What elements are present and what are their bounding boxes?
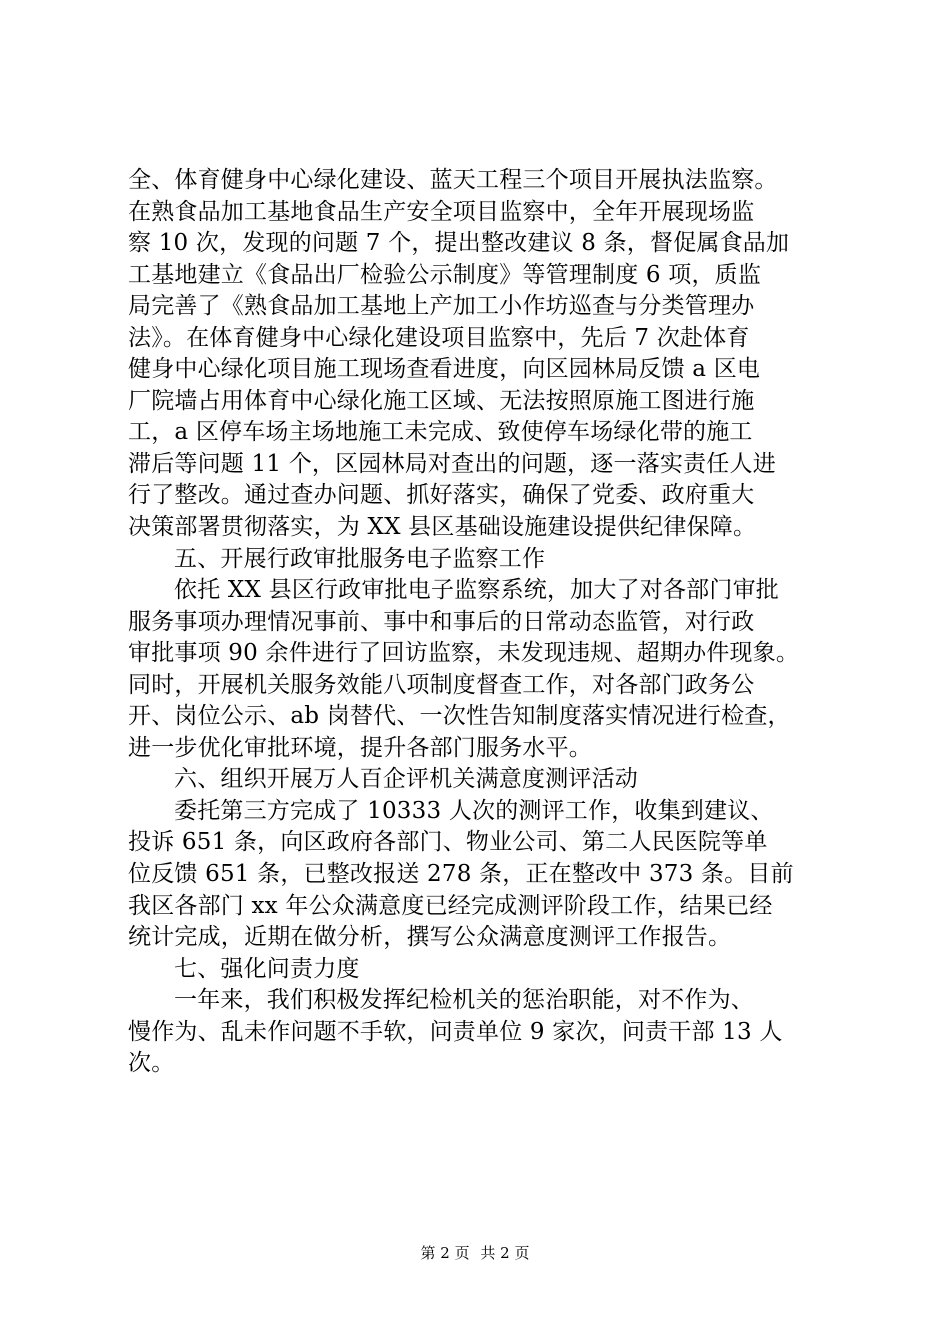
body-text (128, 165, 828, 1080)
text-line: 厂院墙占用体育中心绿化施工区域、无法按照原施工图进行施 (128, 387, 755, 414)
text-line: 工基地建立《食品出厂检验公示制度》等管理制度 6 项，质监 (128, 261, 762, 288)
text-line: 进一步优化审批环境，提升各部门服务水平。 (128, 734, 592, 761)
text-line: 局完善了《熟食品加工基地上产加工小作坊巡查与分类管理办 (128, 293, 755, 320)
section-heading-7: 七、强化问责力度 (174, 955, 360, 982)
text-line: 决策部署贯彻落实，为 XX 县区基础设施建设提供纪律保障。 (128, 514, 757, 541)
text-line: 察 10 次，发现的问题 7 个，提出整改建议 8 条，督促属食品加 (128, 230, 790, 257)
text-line: 全、体育健身中心绿化建设、蓝天工程三个项目开展执法监察。 (128, 167, 778, 193)
page-total: 共 2 页 (480, 1244, 530, 1262)
section-heading-6: 六、组织开展万人百企评机关满意度测评活动 (174, 766, 638, 793)
text-line: 慢作为、乱未作问题不手软，问责单位 9 家次，问责干部 13 人 (128, 1018, 783, 1045)
text-line: 委托第三方完成了 10333 人次的测评工作，收集到建议、 (174, 797, 774, 824)
text-line: 我区各部门 xx 年公众满意度已经完成测评阶段工作，结果已经 (128, 892, 773, 919)
text-line: 统计完成，近期在做分析，撰写公众满意度测评工作报告。 (128, 924, 732, 951)
text-line: 审批事项 90 余件进行了回访监察，未发现违规、超期办件现象。 (128, 640, 800, 667)
text-line: 次。 (128, 1050, 175, 1077)
text-line: 同时，开展机关服务效能八项制度督查工作，对各部门政务公 (128, 671, 755, 698)
text-line: 滞后等问题 11 个，区园林局对查出的问题，逐一落实责任人进 (128, 450, 776, 477)
page-number: 第 2 页 (420, 1244, 470, 1262)
text-line: 健身中心绿化项目施工现场查看进度，向区园林局反馈 a 区电 (128, 356, 761, 383)
text-line: 在熟食品加工基地食品生产安全项目监察中，全年开展现场监 (128, 198, 755, 225)
text-line: 一年来，我们积极发挥纪检机关的惩治职能，对不作为、 (174, 987, 754, 1014)
text-line: 依托 XX 县区行政审批电子监察系统，加大了对各部门审批 (174, 577, 779, 604)
section-heading-5: 五、开展行政审批服务电子监察工作 (174, 545, 546, 572)
text-line: 投诉 651 条，向区政府各部门、物业公司、第二人民医院等单 (128, 829, 768, 856)
text-line: 位反馈 651 条，已整改报送 278 条，正在整改中 373 条。目前 (128, 861, 794, 888)
text-line: 行了整改。通过查办问题、抓好落实，确保了党委、政府重大 (128, 482, 755, 509)
text-line: 工，a 区停车场主场地施工未完成、致使停车场绿化带的施工 (128, 419, 753, 446)
text-line: 服务事项办理情况事前、事中和事后的日常动态监管，对行政 (128, 608, 755, 635)
text-line: 开、岗位公示、ab 岗替代、一次性告知制度落实情况进行检查， (128, 703, 791, 730)
text-line: 法》。在体育健身中心绿化建设项目监察中，先后 7 次赴体育 (128, 324, 750, 351)
page-footer (0, 1243, 950, 1263)
